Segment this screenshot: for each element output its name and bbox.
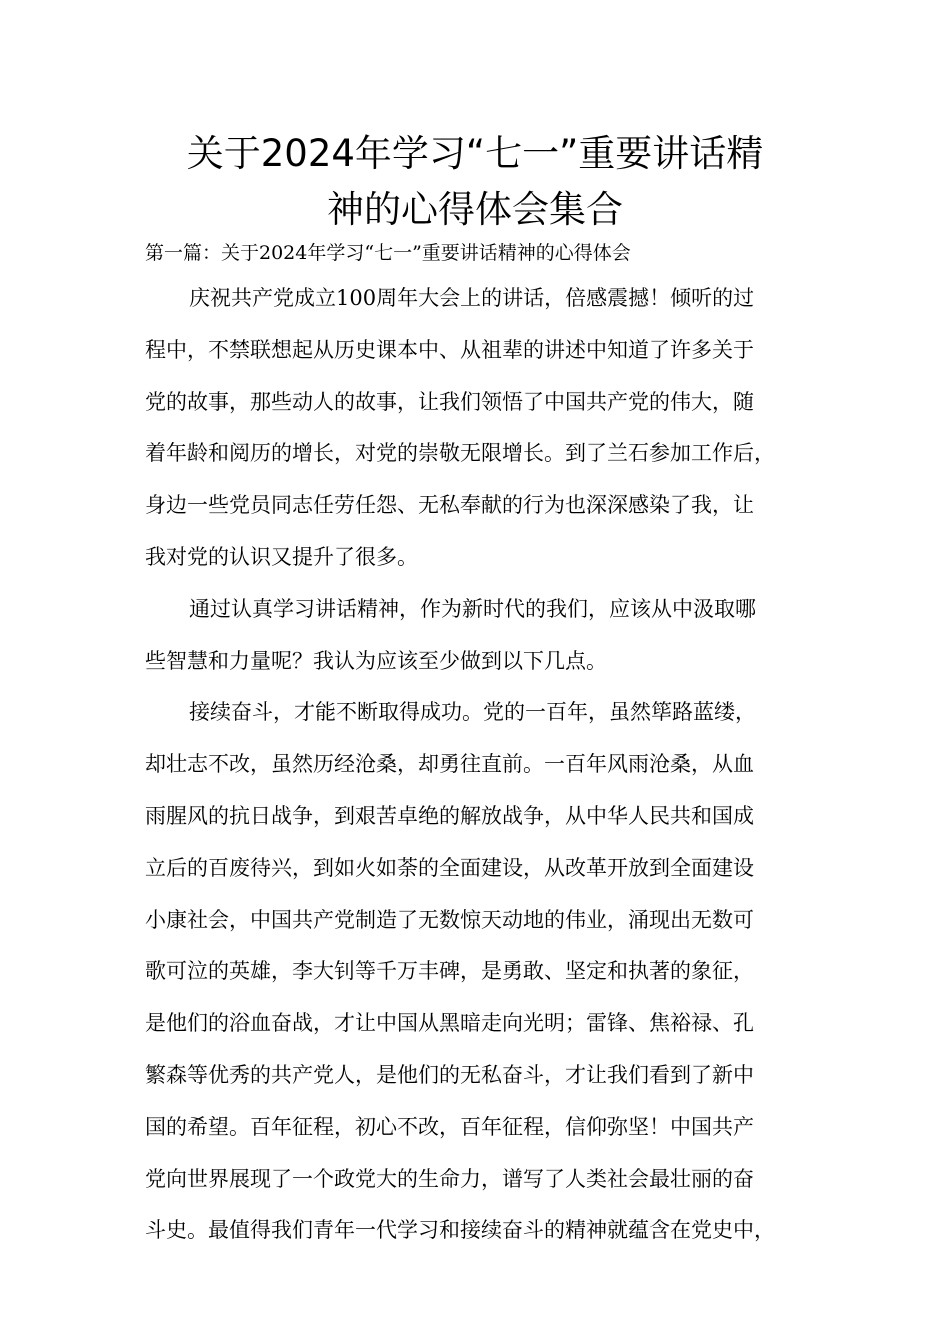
text-line: 是他们的浴血奋战，才让中国从黑暗走向光明；雷锋、焦裕禄、孔 (145, 1011, 754, 1036)
text-line: 立后的百废待兴，到如火如荼的全面建设，从改革开放到全面建设 (145, 855, 754, 880)
text-line: 着年龄和阅历的增长，对党的崇敬无限增长。到了兰石参加工作后， (145, 441, 775, 466)
paragraph-1 (145, 273, 821, 584)
document-title (100, 126, 850, 238)
title-line-2: 神的心得体会集合 (327, 188, 623, 231)
document-body (145, 233, 821, 1257)
text-line: 党的故事，那些动人的故事，让我们领悟了中国共产党的伟大，随 (145, 389, 754, 414)
text-line: 我对党的认识又提升了很多。 (145, 544, 418, 569)
text-line: 雨腥风的抗日战争，到艰苦卓绝的解放战争，从中华人民共和国成 (145, 803, 754, 828)
text-line: 斗史。最值得我们青年一代学习和接续奋斗的精神就蕴含在党史中， (145, 1218, 775, 1243)
text-line: 接续奋斗，才能不断取得成功。党的一百年，虽然筚路蓝缕， (189, 700, 756, 725)
text-line: 党向世界展现了一个政党大的生命力，谱写了人类社会最壮丽的奋 (145, 1166, 754, 1191)
title-line-1: 关于2024年学习“七一”重要讲话精 (186, 132, 764, 175)
paragraph-3 (145, 687, 821, 1257)
paragraph-2 (145, 584, 821, 688)
text-line: 繁森等优秀的共产党人，是他们的无私奋斗，才让我们看到了新中 (145, 1062, 754, 1087)
text-line: 歌可泣的英雄，李大钊等千万丰碑，是勇敢、坚定和执著的象征， (145, 959, 754, 984)
text-line: 通过认真学习讲话精神，作为新时代的我们，应该从中汲取哪 (189, 596, 756, 621)
text-line: 小康社会，中国共产党制造了无数惊天动地的伟业，涌现出无数可 (145, 907, 754, 932)
text-line: 程中，不禁联想起从历史课本中、从祖辈的讲述中知道了许多关于 (145, 337, 754, 362)
text-line: 身边一些党员同志任劳任怨、无私奉献的行为也深深感染了我，让 (145, 493, 754, 518)
section-subheading: 第一篇：关于2024年学习“七一”重要讲话精神的心得体会 (145, 242, 631, 264)
text-line: 国的希望。百年征程，初心不改，百年征程，信仰弥坚！中国共产 (145, 1114, 754, 1139)
text-line: 些智慧和力量呢？我认为应该至少做到以下几点。 (145, 648, 607, 673)
text-line: 却壮志不改，虽然历经沧桑，却勇往直前。一百年风雨沧桑，从血 (145, 752, 754, 777)
text-line: 庆祝共产党成立100周年大会上的讲话，倍感震撼！倾听的过 (189, 286, 755, 310)
